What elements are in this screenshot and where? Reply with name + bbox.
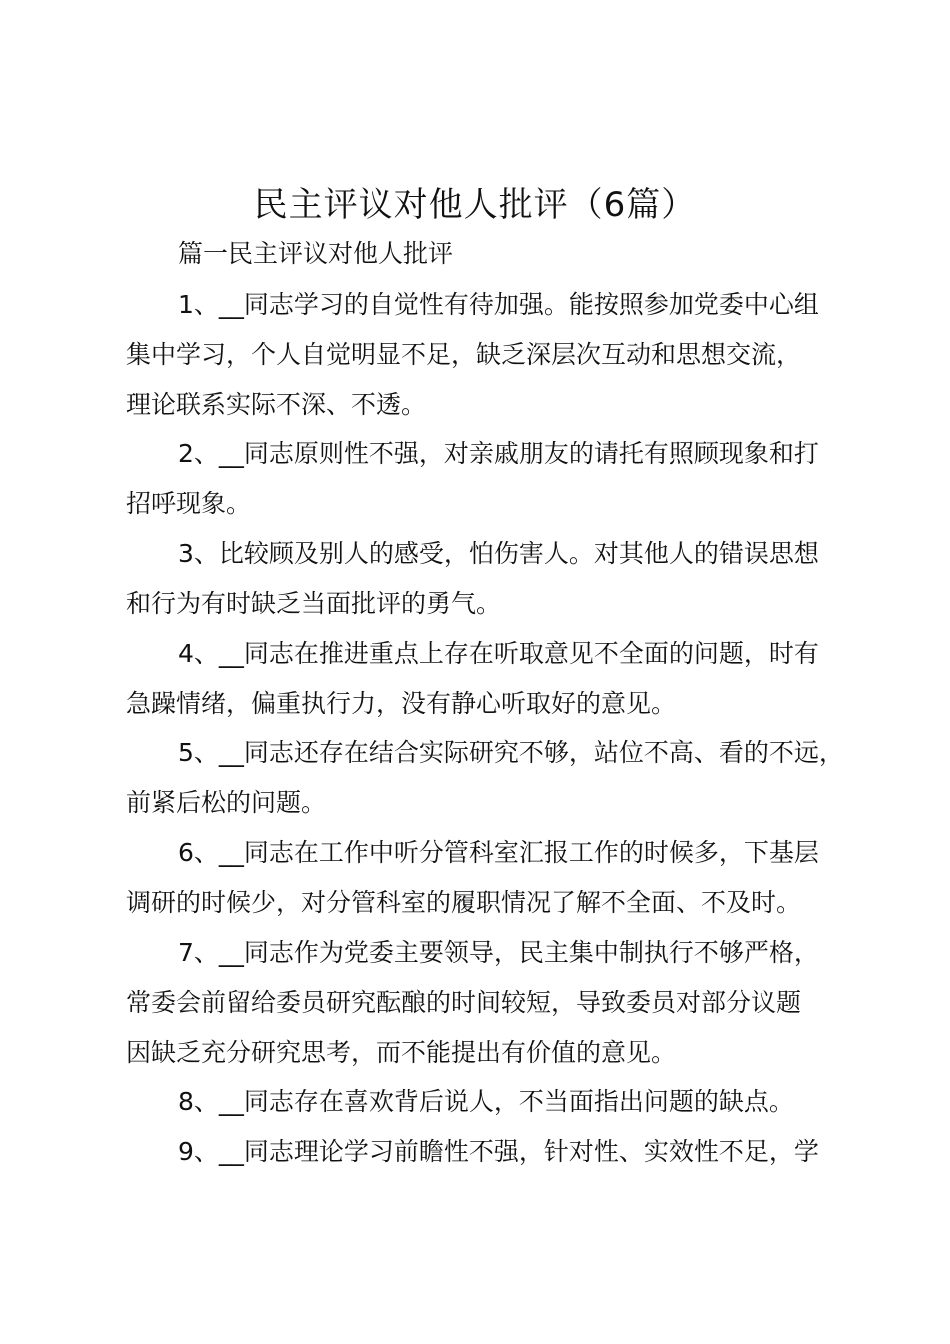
paragraph-2 (126, 429, 819, 529)
paragraph-line: 因缺乏充分研究思考，而不能提出有价值的意见。 (126, 1038, 677, 1067)
paragraph-line: 5、__同志还存在结合实际研究不够，站位不高、看的不远， (178, 738, 844, 767)
paragraph-line: 6、__同志在工作中听分管科室汇报工作的时候多，下基层 (178, 838, 819, 867)
paragraph-7 (126, 928, 819, 1078)
paragraph-line: 和行为有时缺乏当面批评的勇气。 (126, 589, 502, 618)
paragraph-5 (126, 728, 844, 828)
paragraph-8 (126, 1077, 794, 1127)
paragraph-line: 集中学习，个人自觉明显不足，缺乏深层次互动和思想交流， (126, 340, 802, 369)
document-title: 民主评议对他人批评（6篇） (253, 185, 697, 225)
paragraph-line: 前紧后松的问题。 (126, 788, 327, 817)
paragraph-line: 7、__同志作为党委主要领导，民主集中制执行不够严格， (178, 938, 819, 967)
paragraph-line: 3、比较顾及别人的感受，怕伤害人。对其他人的错误思想 (178, 539, 819, 568)
paragraph-3 (126, 529, 819, 629)
paragraph-line: 常委会前留给委员研究酝酿的时间较短，导致委员对部分议题 (126, 988, 802, 1017)
paragraph-9 (126, 1127, 819, 1177)
paragraph-line: 4、__同志在推进重点上存在听取意见不全面的问题，时有 (178, 639, 819, 668)
paragraph-line: 急躁情绪，偏重执行力，没有静心听取好的意见。 (126, 689, 677, 718)
section-heading: 篇一民主评议对他人批评 (178, 239, 454, 268)
paragraph-line: 8、__同志存在喜欢背后说人，不当面指出问题的缺点。 (178, 1087, 794, 1116)
paragraph-1 (126, 280, 819, 430)
paragraph-line: 9、__同志理论学习前瞻性不强，针对性、实效性不足，学 (178, 1137, 819, 1166)
paragraph-line: 2、__同志原则性不强，对亲戚朋友的请托有照顾现象和打 (178, 439, 819, 468)
paragraph-4 (126, 629, 819, 729)
paragraph-line: 招呼现象。 (126, 489, 252, 518)
paragraph-line: 调研的时候少，对分管科室的履职情况了解不全面、不及时。 (126, 888, 802, 917)
paragraph-6 (126, 828, 819, 928)
paragraph-line: 理论联系实际不深、不透。 (126, 390, 427, 419)
paragraph-line: 1、__同志学习的自觉性有待加强。能按照参加党委中心组 (178, 290, 819, 319)
